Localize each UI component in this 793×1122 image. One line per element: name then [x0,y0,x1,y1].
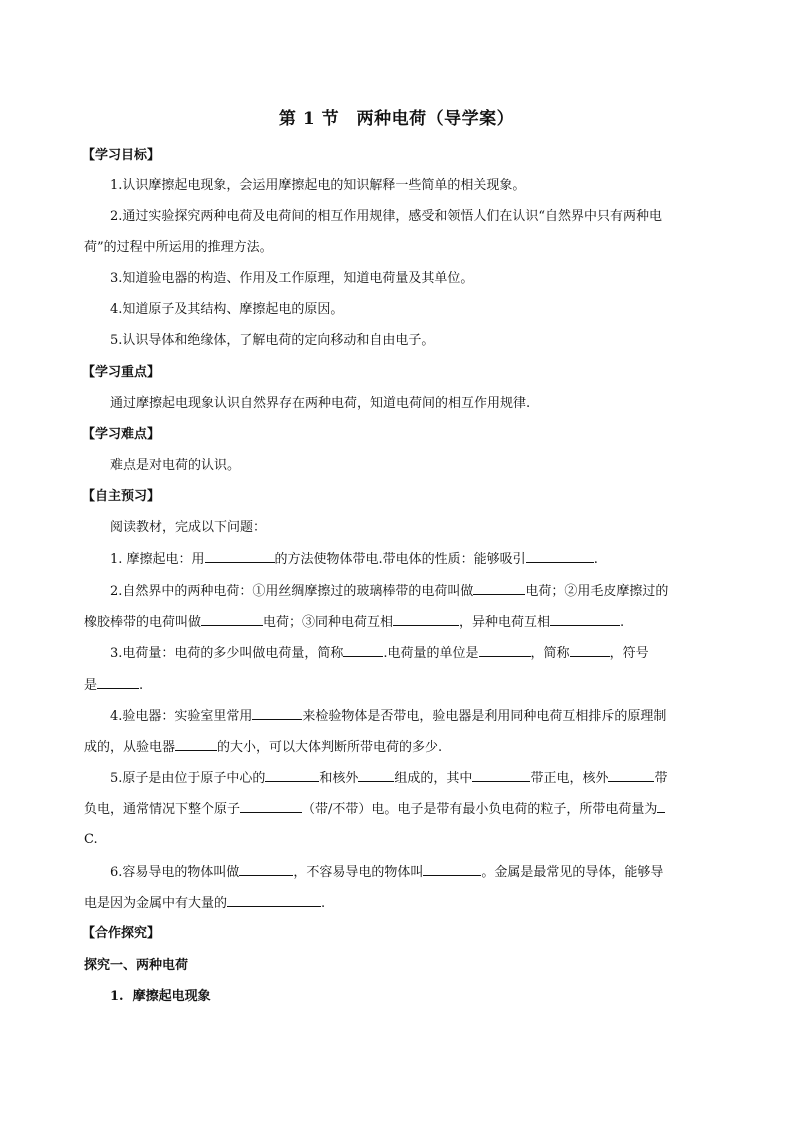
answer-blank[interactable] [205,550,275,563]
answer-blank[interactable] [526,550,594,563]
answer-blank[interactable] [358,769,394,782]
question-2-line-2: 橡胶棒带的电荷叫做 电荷；③同种电荷互相 ，异种电荷互相 . [84,615,625,630]
answer-blank[interactable] [657,800,665,813]
answer-blank[interactable] [343,644,383,657]
page-title: 第 1 节 两种电荷（导学案） [278,109,515,129]
answer-blank[interactable] [570,644,610,657]
question-4-line-1: 4.验电器：实验室里常用 来检验物体是否带电，验电器是利用同种电荷互相排斥的原理制 [110,709,667,724]
explore-item-1: 1. 摩擦起电现象 [110,989,211,1004]
answer-blank[interactable] [423,863,481,876]
question-6-line-1: 6.容易导电的物体叫做 ，不容易导电的物体叫 。金属是最常见的导体，能够导 [110,865,664,880]
answer-blank[interactable] [479,644,531,657]
preview-intro: 阅读教材，完成以下问题： [110,520,267,535]
answer-blank[interactable] [265,769,319,782]
section-goals-heading: 【学习目标】 [82,148,161,163]
question-3-line-2: 是 . [84,678,144,693]
question-5-line-1: 5.原子是由位于原子中心的 和核外 组成的，其中 带正电，核外 带 [110,771,668,786]
goal-4: 4.知道原子及其结构、摩擦起电的原因。 [110,302,344,317]
answer-blank[interactable] [239,863,293,876]
answer-blank[interactable] [201,613,263,626]
answer-blank[interactable] [175,738,217,751]
question-2-line-1: 2.自然界中的两种电荷：①用丝绸摩擦过的玻璃棒带的电荷叫做 电荷；②用毛皮摩擦过的 [110,584,669,599]
question-1: 1. 摩擦起电：用 的方法使物体带电.带电体的性质：能够吸引 . [110,552,598,567]
section-preview-heading: 【自主预习】 [82,489,161,504]
keypoint-text: 通过摩擦起电现象认识自然界存在两种电荷，知道电荷间的相互作用规律. [110,396,531,411]
question-5-line-3: C. [84,832,98,847]
section-difficulty-heading: 【学习难点】 [82,427,161,442]
question-5-line-2: 负电，通常情况下整个原子 （带/不带）电。电子是带有最小负电荷的粒子，所带电荷量为 [84,800,665,819]
section-keypoint-heading: 【学习重点】 [82,365,161,380]
question-3-line-1: 3.电荷量：电荷的多少叫做电荷量，简称 .电荷量的单位是 ，简称 ，符号 [110,646,649,661]
explore-heading: 探究一、两种电荷 [84,958,189,973]
answer-blank[interactable] [240,800,302,813]
goal-2-line-1: 2.通过实验探究两种电荷及电荷间的相互作用规律，感受和领悟人们在认识“自然界中只有两种电 [110,209,663,224]
question-4-line-2: 成的，从验电器 的大小，可以大体判断所带电荷的多少. [84,740,443,755]
answer-blank[interactable] [608,769,654,782]
goal-5: 5.认识导体和绝缘体，了解电荷的定向移动和自由电子。 [110,333,435,348]
answer-blank[interactable] [97,676,139,689]
difficulty-text: 难点是对电荷的认识。 [110,458,241,473]
answer-blank[interactable] [252,707,302,720]
answer-blank[interactable] [393,613,459,626]
goal-3: 3.知道验电器的构造、作用及工作原理，知道电荷量及其单位。 [110,271,474,286]
goal-2-line-2: 荷”的过程中所运用的推理方法。 [84,240,273,255]
question-6-line-2: 电是因为金属中有大量的 . [84,896,326,911]
answer-blank[interactable] [550,613,620,626]
answer-blank[interactable] [472,769,530,782]
section-coop-heading: 【合作探究】 [82,926,161,941]
answer-blank[interactable] [227,894,321,907]
goal-1: 1.认识摩擦起电现象，会运用摩擦起电的知识解释一些简单的相关现象。 [110,178,526,193]
answer-blank[interactable] [473,582,525,595]
